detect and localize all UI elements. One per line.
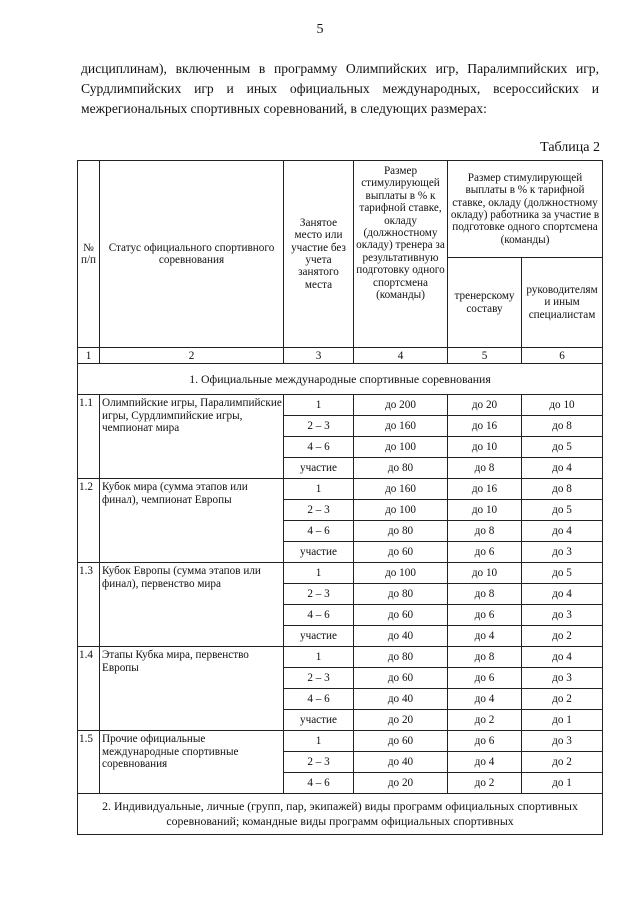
coach-pct-cell: до 40 xyxy=(354,752,448,773)
header-num: № п/п xyxy=(78,161,100,348)
managers-pct-cell: до 4 xyxy=(522,584,603,605)
coach-pct-cell: до 40 xyxy=(354,689,448,710)
header-status: Статус официального спортивного соревнования xyxy=(100,161,284,348)
place-cell: участие xyxy=(284,626,354,647)
managers-pct-cell: до 1 xyxy=(522,710,603,731)
coach-pct-cell: до 60 xyxy=(354,542,448,563)
staff-pct-cell: до 6 xyxy=(448,731,522,752)
staff-pct-cell: до 6 xyxy=(448,605,522,626)
coach-pct-cell: до 80 xyxy=(354,521,448,542)
staff-pct-cell: до 2 xyxy=(448,710,522,731)
section-title: 2. Индивидуальные, личные (групп, пар, экипажей) виды программ официальных спортивных соревнований; командные виды программ официальных спортивных xyxy=(78,794,603,835)
column-number: 4 xyxy=(354,348,448,364)
managers-pct-cell: до 3 xyxy=(522,605,603,626)
staff-pct-cell: до 10 xyxy=(448,437,522,458)
place-cell: 4 – 6 xyxy=(284,773,354,794)
coach-pct-cell: до 200 xyxy=(354,395,448,416)
group-number: 1.5 xyxy=(78,731,100,794)
place-cell: участие xyxy=(284,458,354,479)
staff-pct-cell: до 6 xyxy=(448,668,522,689)
managers-pct-cell: до 4 xyxy=(522,521,603,542)
header-worker-pct: Размер стимулирующей выплаты в % к тарифной ставке, окладу (должностному окладу) работника за участие в подготовке одного спортсмена (команды) xyxy=(448,161,603,258)
staff-pct-cell: до 4 xyxy=(448,626,522,647)
managers-pct-cell: до 2 xyxy=(522,689,603,710)
coach-pct-cell: до 40 xyxy=(354,626,448,647)
staff-pct-cell: до 16 xyxy=(448,416,522,437)
coach-pct-cell: до 80 xyxy=(354,584,448,605)
coach-pct-cell: до 100 xyxy=(354,437,448,458)
staff-pct-cell: до 4 xyxy=(448,689,522,710)
coach-pct-cell: до 160 xyxy=(354,416,448,437)
place-cell: 2 – 3 xyxy=(284,668,354,689)
managers-pct-cell: до 5 xyxy=(522,563,603,584)
place-cell: 1 xyxy=(284,479,354,500)
table-row xyxy=(78,563,603,584)
managers-pct-cell: до 3 xyxy=(522,668,603,689)
place-cell: 1 xyxy=(284,395,354,416)
competition-status: Прочие официальные международные спортивные соревнования xyxy=(100,731,284,794)
coach-pct-cell: до 60 xyxy=(354,605,448,626)
coach-pct-cell: до 80 xyxy=(354,647,448,668)
managers-pct-cell: до 2 xyxy=(522,752,603,773)
staff-pct-cell: до 2 xyxy=(448,773,522,794)
payment-table xyxy=(77,160,603,835)
coach-pct-cell: до 60 xyxy=(354,668,448,689)
column-number: 1 xyxy=(78,348,100,364)
managers-pct-cell: до 8 xyxy=(522,416,603,437)
managers-pct-cell: до 5 xyxy=(522,437,603,458)
place-cell: 4 – 6 xyxy=(284,605,354,626)
table-row xyxy=(78,731,603,752)
managers-pct-cell: до 1 xyxy=(522,773,603,794)
managers-pct-cell: до 3 xyxy=(522,731,603,752)
column-number: 3 xyxy=(284,348,354,364)
section-title: 1. Официальные международные спортивные соревнования xyxy=(78,364,603,395)
place-cell: 2 – 3 xyxy=(284,416,354,437)
coach-pct-cell: до 60 xyxy=(354,731,448,752)
staff-pct-cell: до 20 xyxy=(448,395,522,416)
place-cell: участие xyxy=(284,542,354,563)
competition-status: Кубок Европы (сумма этапов или финал), первенство мира xyxy=(100,563,284,647)
staff-pct-cell: до 8 xyxy=(448,584,522,605)
managers-pct-cell: до 2 xyxy=(522,626,603,647)
competition-status: Кубок мира (сумма этапов или финал), чемпионат Европы xyxy=(100,479,284,563)
managers-pct-cell: до 5 xyxy=(522,500,603,521)
managers-pct-cell: до 4 xyxy=(522,458,603,479)
competition-status: Олимпийские игры, Паралимпийские игры, Сурдлимпийские игры, чемпионат мира xyxy=(100,395,284,479)
staff-pct-cell: до 4 xyxy=(448,752,522,773)
managers-pct-cell: до 10 xyxy=(522,395,603,416)
staff-pct-cell: до 8 xyxy=(448,458,522,479)
header-coaching-staff: тренерскому составу xyxy=(448,258,522,348)
table-row xyxy=(78,647,603,668)
place-cell: 4 – 6 xyxy=(284,437,354,458)
coach-pct-cell: до 20 xyxy=(354,710,448,731)
place-cell: 1 xyxy=(284,647,354,668)
staff-pct-cell: до 8 xyxy=(448,521,522,542)
coach-pct-cell: до 160 xyxy=(354,479,448,500)
group-number: 1.3 xyxy=(78,563,100,647)
place-cell: 4 – 6 xyxy=(284,521,354,542)
staff-pct-cell: до 10 xyxy=(448,563,522,584)
column-number: 2 xyxy=(100,348,284,364)
staff-pct-cell: до 10 xyxy=(448,500,522,521)
staff-pct-cell: до 8 xyxy=(448,647,522,668)
place-cell: 1 xyxy=(284,563,354,584)
group-number: 1.4 xyxy=(78,647,100,731)
header-coach-pct: Размер стимулирующей выплаты в % к тарифной ставке, окладу (должностному окладу) тренера за результативную подготовку одного спортсмена (команды) xyxy=(354,161,448,348)
place-cell: 2 – 3 xyxy=(284,584,354,605)
column-number: 5 xyxy=(448,348,522,364)
place-cell: 2 – 3 xyxy=(284,752,354,773)
coach-pct-cell: до 20 xyxy=(354,773,448,794)
place-cell: участие xyxy=(284,710,354,731)
coach-pct-cell: до 100 xyxy=(354,500,448,521)
managers-pct-cell: до 8 xyxy=(522,479,603,500)
competition-status: Этапы Кубка мира, первенство Европы xyxy=(100,647,284,731)
intro-paragraph: дисциплинам), включенным в программу Олимпийских игр, Паралимпийских игр, Сурдлимпийских игр и иных официальных международных, всероссийских и межрегиональных спортивных соревнований, в следующих размерах: xyxy=(81,61,599,116)
column-number: 6 xyxy=(522,348,603,364)
coach-pct-cell: до 80 xyxy=(354,458,448,479)
group-number: 1.2 xyxy=(78,479,100,563)
staff-pct-cell: до 6 xyxy=(448,542,522,563)
header-place: Занятое место или участие без учета занятого места xyxy=(284,161,354,348)
page-number: 5 xyxy=(316,22,324,37)
coach-pct-cell: до 100 xyxy=(354,563,448,584)
group-number: 1.1 xyxy=(78,395,100,479)
place-cell: 4 – 6 xyxy=(284,689,354,710)
table-row xyxy=(78,479,603,500)
table-caption: Таблица 2 xyxy=(540,140,600,155)
table-row xyxy=(78,395,603,416)
place-cell: 2 – 3 xyxy=(284,500,354,521)
managers-pct-cell: до 3 xyxy=(522,542,603,563)
staff-pct-cell: до 16 xyxy=(448,479,522,500)
place-cell: 1 xyxy=(284,731,354,752)
managers-pct-cell: до 4 xyxy=(522,647,603,668)
header-managers: руководителям и иным специалистам xyxy=(522,258,603,348)
